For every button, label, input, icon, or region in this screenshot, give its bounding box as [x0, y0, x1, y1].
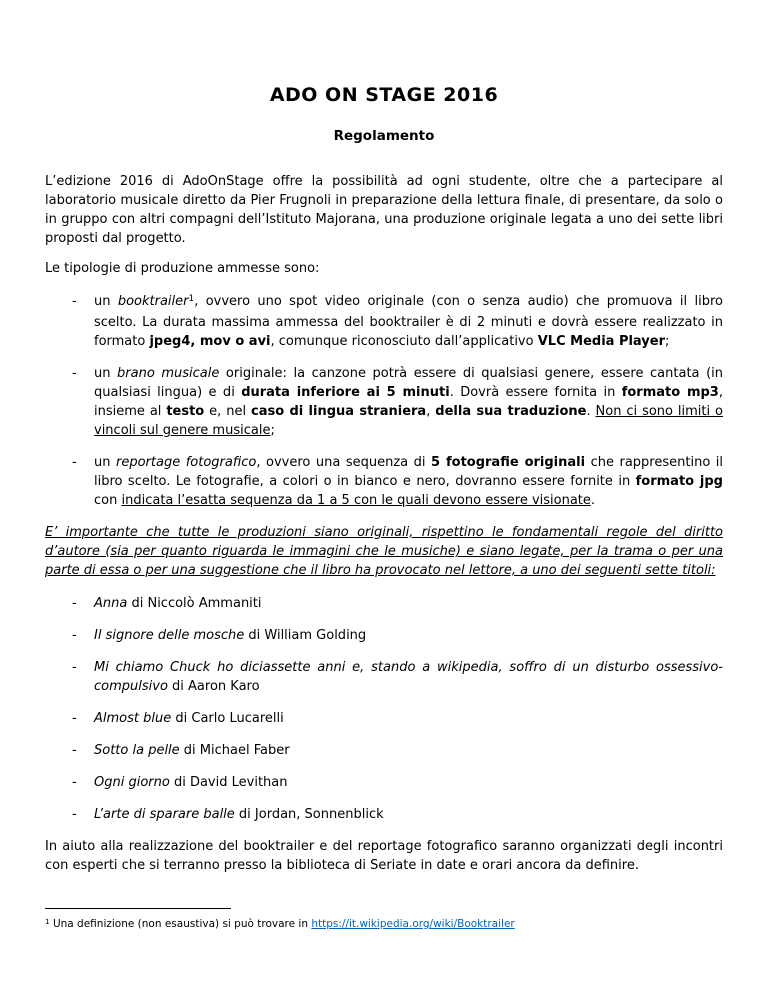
document-body [45, 172, 723, 875]
paragraph [45, 259, 723, 278]
bullet-marker: - [72, 294, 77, 309]
footnote [45, 908, 723, 932]
list-item [45, 773, 723, 792]
text-segment: , [426, 404, 436, 419]
text-segment: L’arte di sparare balle [94, 807, 235, 822]
bullet-list [45, 292, 723, 510]
footnote-link[interactable]: https://it.wikipedia.org/wiki/Booktrailer [311, 918, 515, 930]
list-item [45, 292, 723, 351]
paragraph [45, 523, 723, 580]
list-item [45, 805, 723, 824]
footnote-text [45, 917, 723, 932]
text-segment: durata inferiore ai 5 minuti [241, 385, 450, 400]
list-item [45, 709, 723, 728]
text-segment: e, nel [204, 404, 251, 419]
list-item [45, 594, 723, 613]
text-segment: di Michael Faber [179, 743, 290, 758]
text-segment: di Niccolò Ammaniti [127, 596, 262, 611]
text-segment: Sotto la pelle [94, 743, 180, 758]
text-segment: caso di lingua straniera [251, 404, 427, 419]
list-item-text [94, 741, 723, 760]
bullet-marker: - [72, 660, 77, 675]
text-segment: ; [270, 423, 275, 438]
text-segment: di Carlo Lucarelli [171, 711, 284, 726]
text-segment: testo [166, 404, 205, 419]
list-item [45, 658, 723, 696]
text-segment: un [94, 294, 118, 309]
text-segment: VLC Media Player [537, 334, 666, 349]
text-segment: formato jpg [635, 474, 723, 489]
text-segment: 5 fotografie originali [431, 455, 586, 470]
text-segment: Le tipologie di produzione ammesse sono: [45, 261, 320, 276]
bullet-marker: - [72, 711, 77, 726]
text-segment: Almost blue [94, 711, 172, 726]
list-item-text [94, 709, 723, 728]
text-segment: , comunque riconosciuto dall’applicativo [270, 334, 538, 349]
text-segment: . [586, 404, 596, 419]
text-segment: di David Levithan [169, 775, 288, 790]
footnote-divider [45, 908, 231, 909]
text-segment: un [94, 366, 118, 381]
text-segment: originale: la canzone potrà essere di qualsiasi genere, essere cantata (in qualsiasi lingua) e di [94, 366, 723, 400]
text-segment: In aiuto alla realizzazione del booktrailer e del reportage fotografico saranno organizzati degli incontri con esperti che si terranno presso la biblioteca di Seriate in date e orari ancora da definire. [45, 839, 723, 873]
text-segment: jpeg4, mov o avi [149, 334, 271, 349]
bullet-marker: - [72, 775, 77, 790]
text-segment: formato mp3 [621, 385, 719, 400]
list-item [45, 453, 723, 510]
document-title: ADO ON STAGE 2016 [269, 84, 499, 106]
text-segment: Una definizione (non esaustiva) si può trovare in [49, 918, 312, 930]
list-item [45, 626, 723, 645]
list-item-text [94, 805, 723, 824]
text-segment: Anna [94, 596, 128, 611]
document-subtitle: Regolamento [333, 128, 435, 144]
text-segment: E’ importante che tutte le produzioni siano originali, rispettino le fondamentali regole del diritto d’autore (sia per quanto riguarda le immagini che le musiche) e siano legate, per la trama o per una parte di essa o per una suggestione che il libro ha provocato nel lettore, a uno dei seguenti sette titoli: [45, 525, 723, 578]
text-segment: di Aaron Karo [167, 679, 260, 694]
list-item-text [94, 594, 723, 613]
text-segment: 1 [188, 293, 195, 304]
list-item-text [94, 292, 723, 351]
bullet-marker: - [72, 807, 77, 822]
text-segment: , insieme al [94, 385, 723, 419]
bullet-list [45, 594, 723, 824]
bullet-marker: - [72, 743, 77, 758]
bullet-marker: - [72, 596, 77, 611]
text-segment: ; [665, 334, 670, 349]
paragraph [45, 837, 723, 875]
list-item [45, 741, 723, 760]
list-item [45, 364, 723, 440]
text-segment: che rappresentino il libro scelto. Le fotografie, a colori o in bianco e nero, dovranno essere fornite in [94, 455, 724, 489]
text-segment: Non ci sono limiti o vincoli sul genere musicale [94, 404, 723, 438]
text-segment: L’edizione 2016 di AdoOnStage offre la possibilità ad ogni studente, oltre che a partecipare al laboratorio musicale diretto da Pier Frugnoli in preparazione della lettura finale, di presentare, da solo o in gruppo con altri compagni dell’Istituto Majorana, una produzione originale legata a uno dei sette libri proposti dal progetto. [45, 174, 723, 246]
text-segment: Mi chiamo Chuck ho diciassette anni e, stando a wikipedia, soffro di un disturbo ossessivo-compulsivo [94, 660, 723, 694]
text-segment: indicata l’esatta sequenza da 1 a 5 con le quali devono essere visionate [121, 493, 591, 508]
text-segment: della sua traduzione [435, 404, 587, 419]
text-segment: 1 [45, 916, 50, 926]
text-segment: reportage fotografico [116, 455, 257, 470]
list-item-text [94, 773, 723, 792]
list-item-text [94, 364, 723, 440]
text-segment: Il signore delle mosche [94, 628, 245, 643]
bullet-marker: - [72, 455, 77, 470]
text-segment: , ovvero una sequenza di [256, 455, 432, 470]
text-segment: di William Golding [244, 628, 367, 643]
text-segment: . [590, 493, 596, 508]
list-item-text [94, 453, 723, 510]
text-segment: brano musicale [117, 366, 220, 381]
bullet-marker: - [72, 628, 77, 643]
text-segment: con [94, 493, 122, 508]
text-segment: , ovvero uno spot video originale (con o senza audio) che promuova il libro scelto. La durata massima ammessa del booktrailer è di 2 minuti e dovrà essere realizzato in formato [94, 294, 723, 349]
list-item-text [94, 626, 723, 645]
text-segment: di Jordan, Sonnenblick [234, 807, 384, 822]
text-segment: . Dovrà essere fornita in [449, 385, 622, 400]
text-segment: Ogni giorno [94, 775, 170, 790]
bullet-marker: - [72, 366, 77, 381]
list-item-text [94, 658, 723, 696]
text-segment: booktrailer [117, 294, 189, 309]
text-segment: un [94, 455, 116, 470]
paragraph [45, 172, 723, 248]
